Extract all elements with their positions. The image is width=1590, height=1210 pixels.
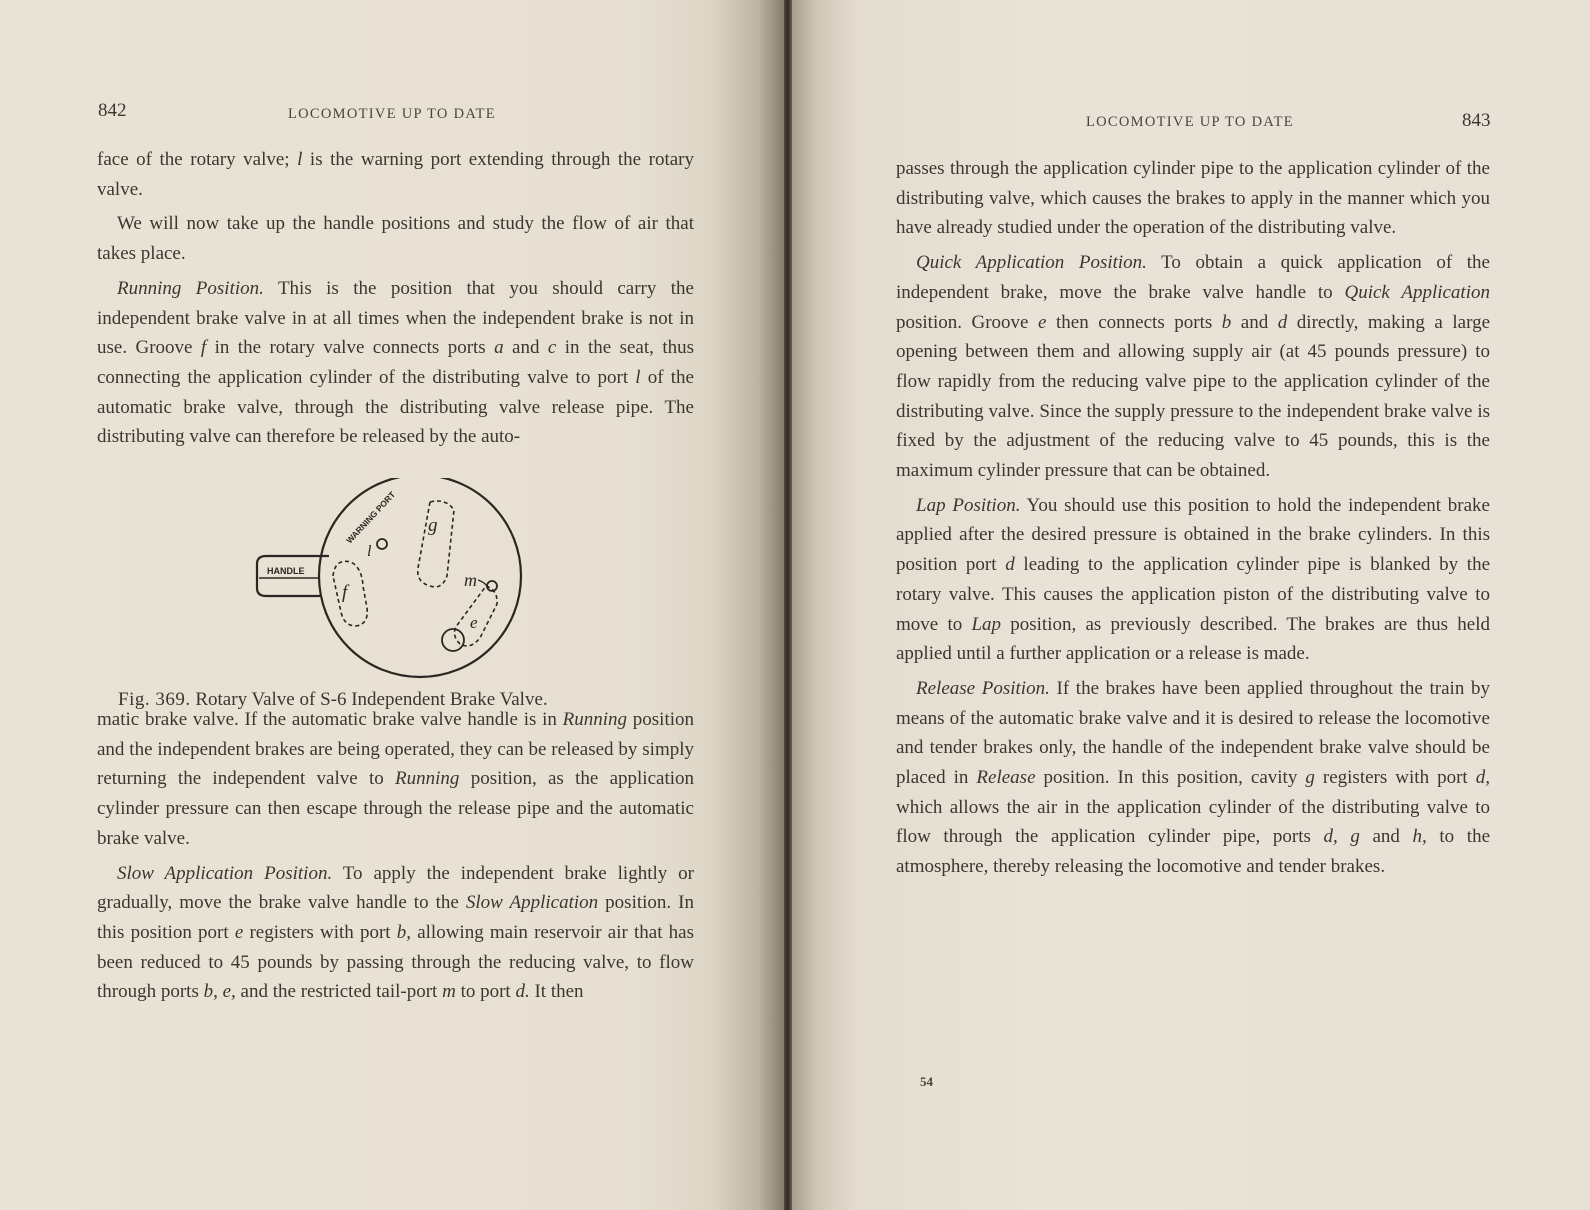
paragraph: face of the rotary valve; l is the warning port extending through the rotary valve. bbox=[97, 149, 694, 200]
figure-number: Fig. 369. bbox=[118, 689, 191, 710]
right-page bbox=[792, 0, 1590, 1210]
handle-label: HANDLE bbox=[267, 566, 305, 576]
running-header: LOCOMOTIVE UP TO DATE bbox=[288, 106, 496, 122]
body-text-top bbox=[97, 145, 694, 452]
body-text-bottom bbox=[97, 705, 694, 1007]
paragraph: Release Position. If the brakes have been applied throughout the train by means of the automatic brake valve and it is desired to release the locomotive and tender brakes only, the handle of the independent brake valve should be placed in Release position. In this position, cavity g registers with port d, which allows the air in the application cylinder of the distributing valve to flow through the application cylinder pipe, ports d, g and h, to the atmosphere, thereby releasing the locomotive and tender brakes. bbox=[896, 677, 1491, 878]
paragraph: Quick Application Position. To obtain a quick application of the independent brake, move the brake valve handle to Quick Application position. Groove e then connects ports b and d directly, making a large opening between them and allowing supply air (at 45 pounds pressure) to flow rapidly from the reducing valve pipe to the application cylinder of the distributing valve. Since the supply pressure to the independent brake valve is fixed by the adjustment of the reducing valve to 45 pounds, this is the maximum cylinder pressure that can be obtained. bbox=[896, 252, 1490, 482]
paragraph: We will now take up the handle positions and study the flow of air that takes place. bbox=[97, 213, 694, 265]
label-g: g bbox=[428, 515, 438, 536]
label-l: l bbox=[367, 543, 372, 560]
paragraph: Running Position. This is the position that you should carry the independent brake valve in at all times when the independent brake is not in use. Groove f in the rotary valve connects ports a and c in the seat, thus connecting the application cylinder of the distributing valve to port l of the automatic brake valve, through the distributing valve release pipe. The distributing valve can therefore be released by the auto- bbox=[97, 277, 694, 448]
label-m: m bbox=[464, 570, 477, 590]
label-e: e bbox=[470, 613, 478, 632]
paragraph: matic brake valve. If the automatic brake valve handle is in Running position and the independent brakes are being operated, they can be released by simply returning the independent valve to Running position, as the application cylinder pressure can then escape through the release pipe and the automatic brake valve. bbox=[97, 709, 694, 849]
printer-signature: 54 bbox=[920, 1074, 933, 1089]
cavity-g bbox=[418, 501, 454, 587]
body-text bbox=[896, 154, 1490, 882]
paragraph: Slow Application Position. To apply the independent brake lightly or gradually, move the brake valve handle to the Slow Application position. In this position port e registers with port b, allowing main reservoir air that has been reduced to 45 pounds by passing through the reducing valve, to flow through ports b, e, and the restricted tail-port m to port d. It then bbox=[97, 862, 695, 1003]
book-gutter bbox=[784, 0, 792, 1210]
figure-title: Rotary Valve of S-6 Independent Brake Valve. bbox=[195, 689, 548, 710]
warning-port-circle bbox=[377, 539, 387, 549]
tail-port-m bbox=[487, 581, 497, 591]
page-number: 842 bbox=[98, 100, 127, 121]
page-number: 843 bbox=[1462, 110, 1491, 131]
groove-f bbox=[333, 561, 367, 626]
port-circle bbox=[442, 629, 464, 651]
label-f: f bbox=[342, 582, 348, 603]
warning-port-label: WARNING PORT bbox=[344, 489, 398, 546]
rotary-valve-figure bbox=[250, 478, 540, 688]
valve-disc-outline bbox=[319, 478, 521, 677]
running-header: LOCOMOTIVE UP TO DATE bbox=[1086, 114, 1294, 130]
paragraph: passes through the application cylinder pipe to the application cylinder of the distributing valve, which causes the brakes to apply in the manner which you have already studied under the operation of the distributing valve. bbox=[896, 158, 1490, 239]
rotary-valve-diagram bbox=[250, 478, 540, 688]
paragraph: Lap Position. You should use this position to hold the independent brake applied after the desired pressure is obtained in the brake cylinders. In this position port d leading to the application cylinder pipe is blanked by the rotary valve. This causes the application piston of the distributing valve to move to Lap position, as previously described. The brakes are thus held applied until a further application or a release is made. bbox=[896, 494, 1490, 665]
left-page bbox=[0, 0, 790, 1210]
